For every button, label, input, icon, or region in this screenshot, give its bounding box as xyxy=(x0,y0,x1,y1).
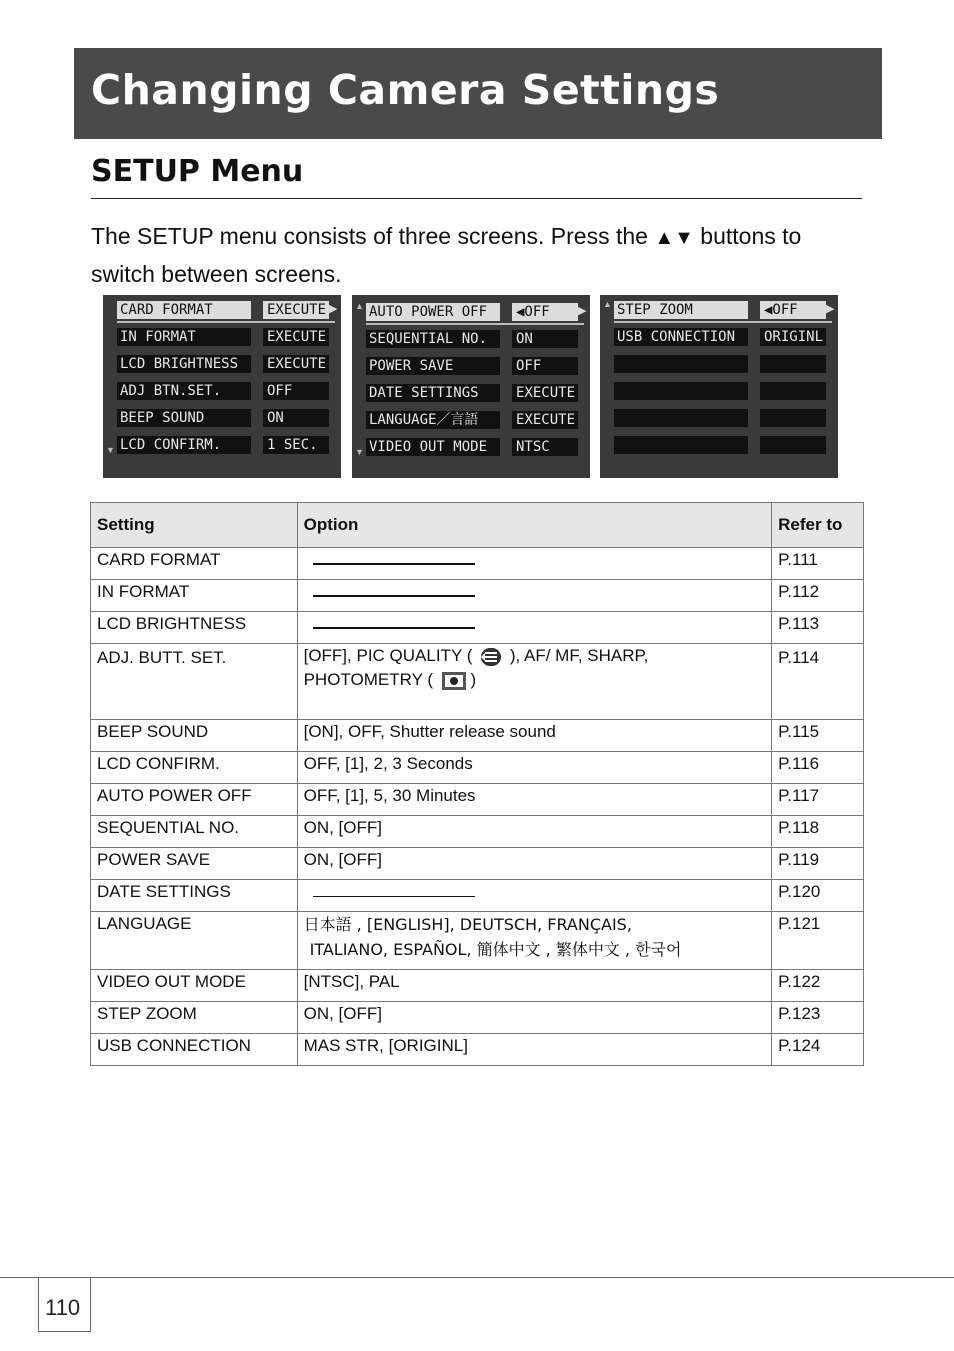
ref-cell: P.121 xyxy=(772,912,864,970)
screen-row-label xyxy=(614,382,748,400)
ref-cell: P.118 xyxy=(772,816,864,848)
setting-cell: USB CONNECTION xyxy=(91,1034,298,1066)
setting-cell: LCD CONFIRM. xyxy=(91,752,298,784)
ref-cell: P.116 xyxy=(772,752,864,784)
screen-row-value: NTSC xyxy=(512,438,578,456)
image-quality-icon xyxy=(479,646,503,668)
no-option-dash xyxy=(313,627,475,629)
screen-row-value: ON xyxy=(263,409,329,427)
option-cell: MAS STR, [ORIGINL] xyxy=(297,1034,772,1066)
setting-cell: LCD BRIGHTNESS xyxy=(91,612,298,644)
scroll-down-icon: ▼ xyxy=(106,445,115,455)
ref-cell: P.124 xyxy=(772,1034,864,1066)
table-row xyxy=(91,816,864,848)
header-refer-to: Refer to xyxy=(772,503,864,548)
option-cell: [NTSC], PAL xyxy=(297,970,772,1002)
screen-row-value: EXECUTE xyxy=(263,355,329,373)
ref-cell: P.122 xyxy=(772,970,864,1002)
option-cell xyxy=(297,580,772,612)
right-arrow-icon: ▶ xyxy=(329,303,338,315)
scroll-up-icon: ▲ xyxy=(603,299,612,309)
section-title: SETUP Menu xyxy=(91,154,304,189)
screen-row-label: IN FORMAT xyxy=(117,328,251,346)
setting-cell: SEQUENTIAL NO. xyxy=(91,816,298,848)
setup-screen-3 xyxy=(600,295,838,478)
table-row xyxy=(91,784,864,816)
spot-metering-icon xyxy=(440,670,464,692)
setting-cell: BEEP SOUND xyxy=(91,720,298,752)
option-cell xyxy=(297,548,772,580)
option-text: PHOTOMETRY ( xyxy=(303,670,434,689)
screen-row-value: ◀OFF xyxy=(512,303,578,321)
option-text: 日本語 , [ENGLISH], DEUTSCH, FRANÇAIS, xyxy=(303,915,632,934)
screen-row-label: LCD CONFIRM. xyxy=(117,436,251,454)
table-row xyxy=(91,644,864,720)
table-row xyxy=(91,848,864,880)
table-row xyxy=(91,612,864,644)
option-cell: ON, [OFF] xyxy=(297,848,772,880)
screen-row-value xyxy=(760,436,826,454)
table-row xyxy=(91,912,864,970)
section-divider xyxy=(91,198,862,199)
screen-row-label xyxy=(614,355,748,373)
setting-cell: VIDEO OUT MODE xyxy=(91,970,298,1002)
table-row xyxy=(91,548,864,580)
setting-cell: ADJ. BUTT. SET. xyxy=(91,644,298,720)
option-text: [OFF], PIC QUALITY ( xyxy=(303,646,473,665)
selection-underline xyxy=(366,323,584,325)
ref-cell: P.119 xyxy=(772,848,864,880)
title-bar xyxy=(74,48,882,139)
table-row xyxy=(91,1002,864,1034)
page-title: Changing Camera Settings xyxy=(91,66,720,114)
intro-text-after: buttons to switch between screens. xyxy=(91,223,802,287)
ref-cell: P.113 xyxy=(772,612,864,644)
screen-row-label: CARD FORMAT xyxy=(117,301,251,319)
no-option-dash xyxy=(313,563,475,565)
screen-row-label: BEEP SOUND xyxy=(117,409,251,427)
screen-row-label: POWER SAVE xyxy=(366,357,500,375)
up-down-arrows-icon: ▲▼ xyxy=(654,227,694,249)
option-cell: OFF, [1], 5, 30 Minutes xyxy=(297,784,772,816)
screen-row-label: USB CONNECTION xyxy=(614,328,748,346)
table-row xyxy=(91,880,864,912)
screen-row-value: EXECUTE xyxy=(512,411,578,429)
screen-row-label: AUTO POWER OFF xyxy=(366,303,500,321)
screen-row-label: VIDEO OUT MODE xyxy=(366,438,500,456)
screen-row-label: DATE SETTINGS xyxy=(366,384,500,402)
page-number-box xyxy=(38,1277,91,1332)
scroll-down-icon: ▼ xyxy=(355,447,364,457)
option-text: ITALIANO, ESPAÑOL, 簡体中文 , 繁体中文 , 한국어 xyxy=(309,940,682,959)
right-arrow-icon: ▶ xyxy=(826,303,835,315)
setting-cell: STEP ZOOM xyxy=(91,1002,298,1034)
screen-row-label: SEQUENTIAL NO. xyxy=(366,330,500,348)
setup-screen-1 xyxy=(103,295,341,478)
setting-cell: IN FORMAT xyxy=(91,580,298,612)
screen-row-value: EXECUTE xyxy=(263,301,329,319)
table-row xyxy=(91,970,864,1002)
selection-underline xyxy=(117,321,335,323)
option-cell: ON, [OFF] xyxy=(297,1002,772,1034)
footer-rule xyxy=(0,1277,954,1278)
ref-cell: P.117 xyxy=(772,784,864,816)
screen-row-value xyxy=(760,355,826,373)
setup-screen-2 xyxy=(352,295,590,478)
setting-cell: CARD FORMAT xyxy=(91,548,298,580)
screen-row-value xyxy=(760,409,826,427)
option-cell: [ON], OFF, Shutter release sound xyxy=(297,720,772,752)
setting-cell: AUTO POWER OFF xyxy=(91,784,298,816)
screen-row-label xyxy=(614,409,748,427)
settings-table xyxy=(90,502,864,1066)
option-text: ), AF/ MF, SHARP, xyxy=(509,646,649,665)
ref-cell: P.120 xyxy=(772,880,864,912)
intro-text-before: The SETUP menu consists of three screens. Press the xyxy=(91,223,655,249)
screen-row-label: STEP ZOOM xyxy=(614,301,748,319)
no-option-dash xyxy=(313,595,475,597)
option-cell xyxy=(297,644,772,720)
header-setting: Setting xyxy=(91,503,298,548)
right-arrow-icon: ▶ xyxy=(578,305,587,317)
table-row xyxy=(91,580,864,612)
intro-paragraph xyxy=(91,218,871,292)
table-row xyxy=(91,752,864,784)
screen-row-value: ORIGINL xyxy=(760,328,826,346)
selection-underline xyxy=(614,321,832,323)
scroll-up-icon: ▲ xyxy=(355,301,364,311)
table-row xyxy=(91,720,864,752)
option-cell xyxy=(297,912,772,970)
option-cell: ON, [OFF] xyxy=(297,816,772,848)
screen-row-value xyxy=(760,382,826,400)
setting-cell: LANGUAGE xyxy=(91,912,298,970)
setting-cell: DATE SETTINGS xyxy=(91,880,298,912)
screen-row-value: ON xyxy=(512,330,578,348)
option-text: ) xyxy=(470,670,477,689)
screen-row-value: ◀OFF xyxy=(760,301,826,319)
setting-cell: POWER SAVE xyxy=(91,848,298,880)
option-cell xyxy=(297,612,772,644)
page-number: 110 xyxy=(45,1295,81,1320)
ref-cell: P.112 xyxy=(772,580,864,612)
header-option: Option xyxy=(297,503,772,548)
screen-row-label: LANGUAGE／言語 xyxy=(366,411,500,429)
ref-cell: P.111 xyxy=(772,548,864,580)
screen-row-label: LCD BRIGHTNESS xyxy=(117,355,251,373)
screen-row-value: OFF xyxy=(512,357,578,375)
screen-row-label xyxy=(614,436,748,454)
ref-cell: P.115 xyxy=(772,720,864,752)
screen-row-label: ADJ BTN.SET. xyxy=(117,382,251,400)
option-cell: OFF, [1], 2, 3 Seconds xyxy=(297,752,772,784)
screen-row-value: EXECUTE xyxy=(263,328,329,346)
ref-cell: P.123 xyxy=(772,1002,864,1034)
ref-cell: P.114 xyxy=(772,644,864,720)
table-header-row xyxy=(91,503,864,548)
table-row xyxy=(91,1034,864,1066)
screen-row-value: EXECUTE xyxy=(512,384,578,402)
option-cell xyxy=(297,880,772,912)
screen-row-value: 1 SEC. xyxy=(263,436,329,454)
screen-row-value: OFF xyxy=(263,382,329,400)
no-option-dash xyxy=(313,896,475,897)
